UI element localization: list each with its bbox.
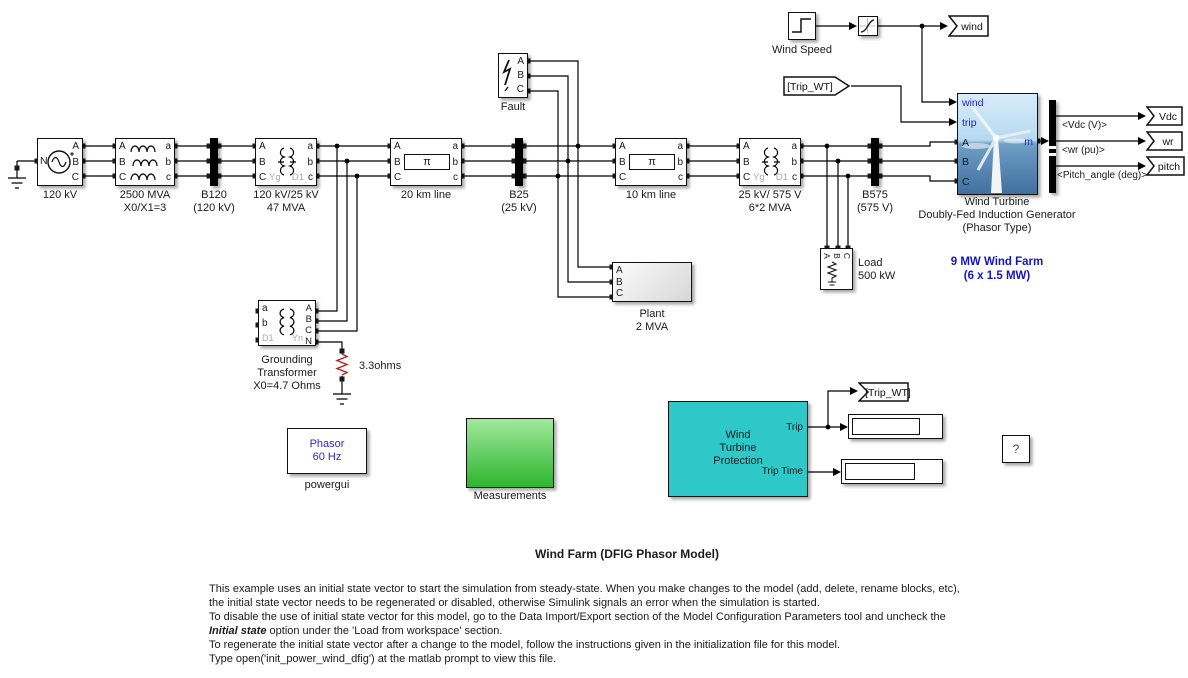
source-label: 120 kV [42,189,78,201]
line20-port-C: C [394,172,402,183]
gnd-port-B: B [305,314,312,325]
turbine-label: Wind Turbine Doubly-Fed Induction Generator (Phasor Type) [918,196,1076,234]
xfmr1-port-c: c [166,172,171,183]
powergui-label: powergui [304,479,350,491]
xfmr3-port-A: A [743,141,750,152]
signal-label-pitch: <Pitch_angle (deg)> [1057,170,1148,181]
bus-b120[interactable] [210,138,218,186]
line10-port-b: b [677,156,683,168]
xfmr2-port-a: a [307,141,313,152]
fault-port-b: B [517,70,524,81]
question-mark: ? [1012,442,1020,456]
description-line: This example uses an initial state vector to start the simulation from steady-state. When you make changes to the model (add, delete, rename blocks, etc), [209,583,960,595]
xfmr3-port-C: C [743,172,751,183]
turbine-port-B: B [962,156,970,168]
turbine-port-trip: trip [962,117,977,129]
fault-port-c: C [516,84,524,95]
turbine-port-m: m [1024,136,1033,148]
xfmr1-label: 2500 MVA X0/X1=3 [119,189,171,214]
line20-port-c: c [453,172,458,183]
transformer-25-575-block[interactable] [739,138,801,186]
xfmr3-label: 25 kV/ 575 V 6*2 MVA [738,189,802,214]
svg-text:[Trip_WT]: [Trip_WT] [787,81,833,93]
xfmr1-port-C: C [119,172,127,183]
line10-port-c: c [678,172,683,183]
from-tag-trip-wt[interactable] [783,76,852,102]
description-line: To regenerate the initial state vector after a change to the model, follow the instructions given in the initialization file for this model. [209,639,841,651]
gnd-port-b: b [262,318,268,329]
xfmr2-winding-yg: Yg [269,172,281,183]
svg-text:wr: wr [1162,136,1174,148]
trip-display[interactable] [848,414,943,439]
wind-turbine-block[interactable] [957,93,1038,195]
load-label: Load 500 kW [858,257,896,282]
line20-port-a: a [452,141,458,152]
rate-limiter-block[interactable] [858,16,878,36]
gnd-port-a: a [262,303,268,314]
fault-port-a: A [517,56,524,67]
source-port-a: A [72,141,79,152]
load-port-B: B [831,253,842,259]
line20-label: 20 km line [400,189,452,201]
protection-port-trip-time: Trip Time [761,466,803,477]
b25-label: B25 (25 kV) [501,189,537,214]
source-impedance-block[interactable] [115,138,175,186]
model-title: Wind Farm (DFIG Phasor Model) [535,547,719,561]
xfmr2-port-c: c [308,172,313,183]
line20-port-A: A [394,141,401,152]
source-port-c: C [71,172,79,183]
description-line: Initial state option under the 'Load from workspace' section. [209,625,503,637]
wind-speed-label: Wind Speed [772,44,832,56]
source-port-b: B [72,156,79,168]
svg-text:Vdc: Vdc [1158,111,1178,123]
step-icon [789,13,814,38]
goto-tag-vdc[interactable] [1146,106,1184,132]
line-20km-block[interactable] [390,138,462,186]
line20-port-b: b [452,156,458,168]
load-port-C: C [842,252,853,260]
resistor-label: 3.3ohms [359,360,402,372]
line20-port-B: B [394,156,401,168]
measurements-block[interactable] [466,418,554,488]
gnd-port-A: A [305,303,312,314]
gnd-winding-d1: D1 [262,333,274,343]
turbine-port-A: A [962,137,970,149]
fault-block[interactable] [498,53,528,98]
transformer-icon [277,146,297,180]
description-line: Type open('init_power_wind_dfig') at the matlab prompt to view this file. [209,653,557,665]
line-10km-block[interactable] [615,138,687,186]
xfmr2-port-b: b [307,156,313,168]
help-block[interactable] [1002,435,1030,463]
xfmr3-port-b: b [791,156,797,168]
gnd-port-C: C [305,325,312,336]
svg-text:pitch: pitch [1157,161,1181,173]
xfmr2-port-A: A [259,141,266,152]
grounding-transformer-block[interactable] [258,300,316,346]
signal-label-wr: <wr (pu)> [1062,145,1105,156]
protection-title: Wind Turbine Protection [713,429,763,467]
transformer-icon [761,146,781,180]
xfmr1-port-a: a [165,141,171,152]
line10-port-a: a [677,141,683,152]
plant-block[interactable] [612,262,692,302]
signal-label-vdc: <Vdc (V)> [1062,120,1108,131]
xfmr1-port-b: b [165,156,171,168]
line10-port-A: A [619,141,626,152]
protection-port-trip: Trip [786,422,803,433]
xfmr2-label: 120 kV/25 kV 47 MVA [253,189,319,214]
goto-tag-wr[interactable] [1146,131,1184,157]
coil-icon [129,142,161,182]
plant-port-B: B [616,276,623,288]
goto-tag-pitch[interactable] [1146,156,1186,182]
xfmr2-port-C: C [259,172,267,183]
b575-label: B575 (575 V) [856,189,894,214]
model-description [209,582,960,666]
display-value-area [845,463,915,480]
wind-farm-annotation: 9 MW Wind Farm (6 x 1.5 MW) [950,256,1044,282]
load-port-A: A [821,253,832,259]
gnd-port-N: N [305,336,312,347]
pi-section-icon: π [629,154,675,170]
description-line: To disable the use of initial state vector for this model, go to the Data Import/Export section of the Model Configuration Parameters tool and uncheck the [209,611,946,623]
xfmr1-port-A: A [119,141,126,152]
lightning-icon [501,58,515,94]
bus-b575[interactable] [871,138,879,186]
powergui-freq: 60 Hz [312,451,342,463]
pi-section-icon: π [404,154,450,170]
turbine-port-C: C [962,176,970,188]
plant-port-C: C [616,288,624,299]
svg-text:wind: wind [961,21,983,33]
display-value-area [852,418,920,435]
xfmr2-port-B: B [259,156,266,168]
xfmr3-port-B: B [743,156,750,168]
load-resistor-icon [823,261,843,288]
voltage-source-block[interactable] [37,138,83,186]
xfmr2-winding-d1: D1 [291,172,304,183]
xfmr3-winding-d1: D1 [775,172,788,183]
transformer-120-25-block[interactable] [255,138,317,186]
selector-gap [1049,146,1056,149]
svg-text:[Trip_WT]: [Trip_WT] [865,387,910,399]
powergui-block[interactable] [287,428,367,474]
trip-time-display[interactable] [841,459,943,484]
plant-port-A: A [616,265,623,276]
xfmr3-port-a: a [791,141,797,152]
grounding-label: Grounding Transformer X0=4.7 Ohms [253,354,321,392]
load-block[interactable] [820,248,853,290]
xfmr3-port-c: c [792,172,797,183]
plant-label: Plant 2 MVA [635,308,669,333]
b120-label: B120 (120 kV) [193,189,235,214]
source-port-n: N [40,155,48,167]
line10-port-C: C [619,172,627,183]
gnd-winding-yn: Yn [291,333,303,343]
goto-tag-trip-wt[interactable] [858,382,910,408]
selector-gap [1049,153,1056,156]
fault-label: Fault [500,101,526,113]
powergui-mode: Phasor [309,438,345,450]
line10-port-B: B [619,156,626,168]
turbine-port-wind: wind [962,97,984,109]
description-line: the initial state vector needs to be regenerated or disabled, otherwise Simulink signals an error when the simulation is started. [209,597,820,609]
xfmr3-winding-yg: Yg [753,172,765,183]
rate-limiter-icon [859,17,876,34]
port-squares [15,59,1041,382]
goto-tag-wind[interactable] [948,15,990,43]
wind-speed-step-block[interactable] [788,12,816,40]
xfmr1-port-B: B [119,156,126,168]
bus-selector[interactable] [1049,100,1056,193]
measurements-label: Measurements [473,490,547,502]
protection-block[interactable] [668,401,808,497]
line10-label: 10 km line [625,189,677,201]
bus-b25[interactable] [515,138,523,186]
